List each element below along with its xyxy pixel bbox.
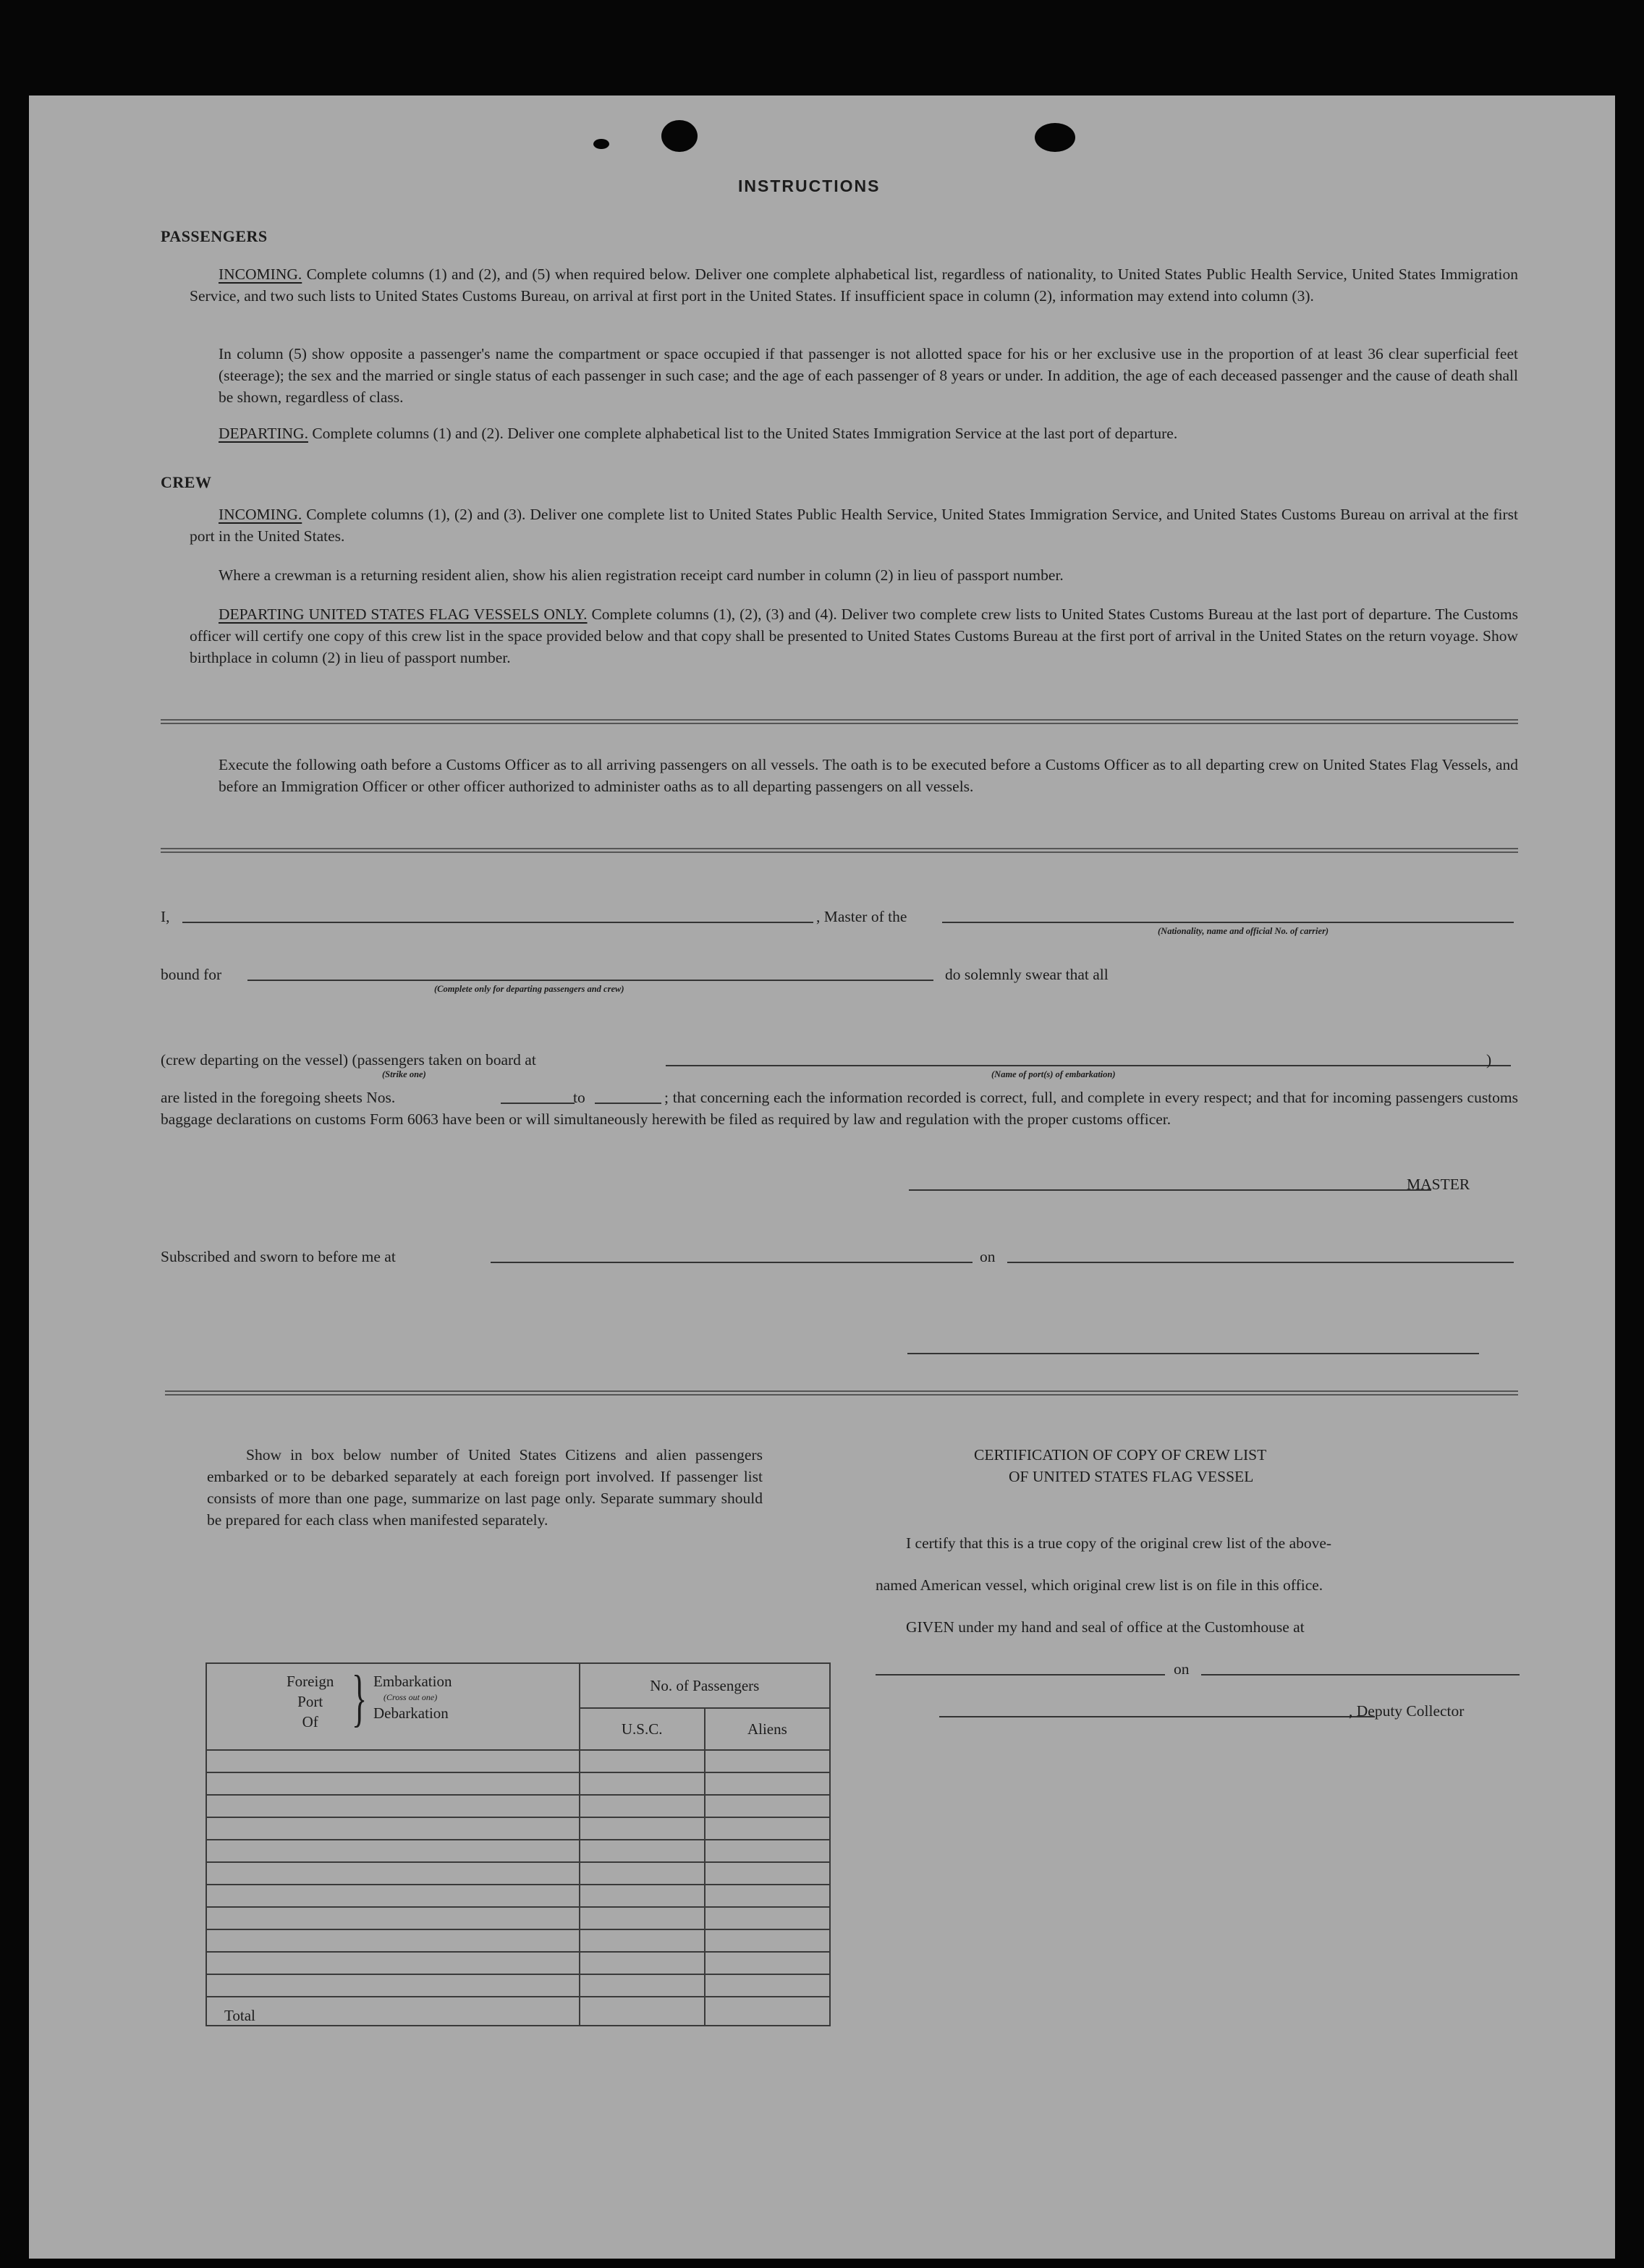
bound-for-field[interactable]: [247, 980, 933, 981]
passengers-departing-label: DEPARTING.: [219, 425, 308, 442]
certification-on-label: on: [1174, 1660, 1190, 1678]
usc-cell[interactable]: [580, 1907, 705, 1929]
usc-cell[interactable]: [580, 1885, 705, 1907]
port-cell[interactable]: [206, 1750, 580, 1772]
aliens-cell[interactable]: [705, 1952, 830, 1974]
aliens-cell[interactable]: [705, 1974, 830, 1997]
aliens-cell[interactable]: [705, 1907, 830, 1929]
listed-label: are listed in the foregoing sheets Nos.: [161, 1089, 396, 1106]
usc-cell[interactable]: [580, 1817, 705, 1840]
aliens-cell[interactable]: [705, 1772, 830, 1795]
aliens-cell[interactable]: [705, 1750, 830, 1772]
aliens-header: Aliens: [705, 1708, 830, 1750]
sworn-date-field[interactable]: [1007, 1262, 1514, 1263]
master-signature-field[interactable]: [909, 1189, 1431, 1191]
crew-incoming-text: Complete columns (1), (2) and (3). Deliver one complete list to United States Public Health Service, United States Immigration Service, and United States Customs Bureau on arrival at the first port in the United States.: [190, 506, 1518, 545]
col-debarkation: Debarkation: [373, 1704, 449, 1722]
subscribed-label: Subscribed and sworn to before me at: [161, 1248, 396, 1265]
port-cell[interactable]: [206, 1885, 580, 1907]
crew-incoming-label: INCOMING.: [219, 506, 302, 523]
page-title: INSTRUCTIONS: [738, 177, 881, 195]
port-cell[interactable]: [206, 1929, 580, 1952]
port-cell[interactable]: [206, 1862, 580, 1885]
aliens-cell[interactable]: [705, 1929, 830, 1952]
deputy-collector-label: , Deputy Collector: [1349, 1702, 1465, 1720]
crew-departing-text: Complete columns (1), (2), (3) and (4). Deliver two complete crew lists to United States Customs Bureau at the last port of departure. The Customs officer will certify one copy of this crew list in the space provided below and that copy shall be presented to United States Customs Bureau at the first port of arrival in the United States on the return voyage. Show birthplace in column (2) in lieu of passport number.: [190, 606, 1518, 666]
nationality-note: (Nationality, name and official No. of carrier): [1158, 926, 1329, 936]
carrier-field[interactable]: [942, 922, 1514, 923]
usc-cell[interactable]: [580, 1929, 705, 1952]
certification-heading-1: CERTIFICATION OF COPY OF CREW LIST: [974, 1446, 1267, 1464]
col-cross-out: (Cross out one): [384, 1692, 438, 1702]
total-label: Total: [224, 2007, 255, 2024]
oath-master-of-label: , Master of the: [816, 908, 907, 925]
section-divider: [161, 719, 1518, 724]
section-divider: [161, 848, 1518, 853]
certification-date-field[interactable]: [1201, 1674, 1520, 1675]
crew-departing-label: DEPARTING UNITED STATES FLAG VESSELS ONLY.: [219, 606, 588, 623]
bound-for-label: bound for: [161, 966, 222, 983]
brace-icon: }: [352, 1662, 368, 1733]
strike-one-note: (Strike one): [382, 1069, 426, 1079]
usc-cell[interactable]: [580, 1750, 705, 1772]
aliens-cell[interactable]: [705, 1840, 830, 1862]
officer-signature-field[interactable]: [907, 1353, 1479, 1354]
total-aliens-cell[interactable]: [705, 1997, 830, 2026]
summary-instructions: Show in box below number of United States Citizens and alien passengers embarked or to be debarked separately at each foreign port involved. If passenger list consists of more than one page, summarize on last page only. Separate summary should be prepared for each class when manifested separately.: [207, 1446, 763, 1529]
passengers-incoming-label: INCOMING.: [219, 266, 302, 283]
usc-cell[interactable]: [580, 1862, 705, 1885]
oath-intro: Execute the following oath before a Customs Officer as to all arriving passengers on all vessels. The oath is to be executed before a Customs Officer as to all departing crew on United States Flag Vessels, and before an Immigration Officer or other officer authorized to administer oaths as to all departing passengers on all vessels.: [219, 756, 1518, 795]
usc-header: U.S.C.: [580, 1708, 705, 1750]
passengers-heading: PASSENGERS: [161, 227, 268, 245]
master-name-field[interactable]: [182, 922, 813, 923]
certification-heading-2: OF UNITED STATES FLAG VESSEL: [1009, 1468, 1254, 1485]
usc-cell[interactable]: [580, 1840, 705, 1862]
customhouse-field[interactable]: [876, 1674, 1165, 1675]
col-foreign: Foreign: [287, 1673, 334, 1690]
port-cell[interactable]: [206, 1974, 580, 1997]
passengers-incoming-text: Complete columns (1) and (2), and (5) when required below. Deliver one complete alphabetical list, regardless of nationality, to United States Public Health Service, United States Immigration Service, and two such lists to United States Customs Bureau, on arrival at first port in the United States. If insufficient space in column (2), information may extend into column (3).: [190, 266, 1518, 305]
port-cell[interactable]: [206, 1795, 580, 1817]
punch-hole: [661, 120, 698, 152]
port-cell[interactable]: [206, 1907, 580, 1929]
form-sheet: [29, 95, 1615, 2259]
punch-hole: [1035, 123, 1075, 152]
section-divider: [165, 1390, 1518, 1396]
port-cell[interactable]: [206, 1952, 580, 1974]
crew-incoming: [190, 504, 1518, 547]
swear-label: do solemnly swear that all: [945, 966, 1109, 983]
usc-cell[interactable]: [580, 1952, 705, 1974]
punch-hole: [593, 139, 609, 149]
crew-heading: CREW: [161, 473, 212, 491]
port-cell[interactable]: [206, 1817, 580, 1840]
sworn-location-field[interactable]: [491, 1262, 973, 1263]
total-row-label: [206, 1997, 580, 2026]
embarkation-port-field[interactable]: [666, 1065, 1511, 1066]
crew-departing: [190, 603, 1518, 668]
sworn-on-label: on: [980, 1248, 996, 1265]
port-note: (Name of port(s) of embarkation): [991, 1069, 1116, 1079]
certify-line-2: named American vessel, which original crew list is on file in this office.: [876, 1576, 1323, 1594]
col-embarkation: Embarkation: [373, 1673, 452, 1690]
usc-cell[interactable]: [580, 1974, 705, 1997]
passenger-summary-table: [206, 1662, 831, 2026]
to-label: to: [573, 1089, 585, 1106]
port-cell[interactable]: [206, 1772, 580, 1795]
certify-line-1: I certify that this is a true copy of the original crew list of the above-: [906, 1534, 1332, 1552]
port-header: [206, 1663, 580, 1750]
complete-only-note: (Complete only for departing passengers and crew): [434, 984, 624, 994]
col-of: Of: [302, 1713, 318, 1730]
passengers-header: No. of Passengers: [580, 1663, 830, 1708]
oath-i-label: I,: [161, 908, 170, 925]
aliens-cell[interactable]: [705, 1795, 830, 1817]
usc-cell[interactable]: [580, 1772, 705, 1795]
deputy-signature-field[interactable]: [939, 1716, 1375, 1717]
aliens-cell[interactable]: [705, 1862, 830, 1885]
total-usc-cell[interactable]: [580, 1997, 705, 2026]
oath-statement: ; that concerning each the information recorded is correct, full, and complete in every respect; and that for incoming passengers customs baggage declarations on customs Form 6063 have been or will simultaneously herewith be filed as required by law and regulation with the proper customs officer.: [161, 1089, 1518, 1128]
given-text: GIVEN under my hand and seal of office at the Customhouse at: [906, 1618, 1305, 1636]
passengers-departing-text: Complete columns (1) and (2). Deliver one complete alphabetical list to the United States Immigration Service at the last port of departure.: [312, 425, 1178, 442]
aliens-cell[interactable]: [705, 1817, 830, 1840]
crew-resident-alien: Where a crewman is a returning resident alien, show his alien registration receipt card number in column (2) in lieu of passport number.: [219, 566, 1064, 584]
passengers-departing: [190, 422, 1518, 444]
passengers-incoming: [190, 263, 1518, 307]
passengers-column5: In column (5) show opposite a passenger's name the compartment or space occupied if that passenger is not allotted space for his or her exclusive use in the proportion of at least 36 clear superficial feet (steerage); the sex and the married or single status of each passenger in such case; and the age of each passenger of 8 years or under. In addition, the age of each deceased passenger and the cause of death shall be shown, regardless of class.: [219, 345, 1518, 406]
aliens-cell[interactable]: [705, 1885, 830, 1907]
master-label: MASTER: [1407, 1176, 1470, 1193]
col-port: Port: [297, 1693, 323, 1710]
usc-cell[interactable]: [580, 1795, 705, 1817]
crew-departing-label: (crew departing on the vessel) (passengers taken on board at: [161, 1051, 536, 1069]
port-cell[interactable]: [206, 1840, 580, 1862]
closing-paren: ): [1486, 1051, 1492, 1069]
